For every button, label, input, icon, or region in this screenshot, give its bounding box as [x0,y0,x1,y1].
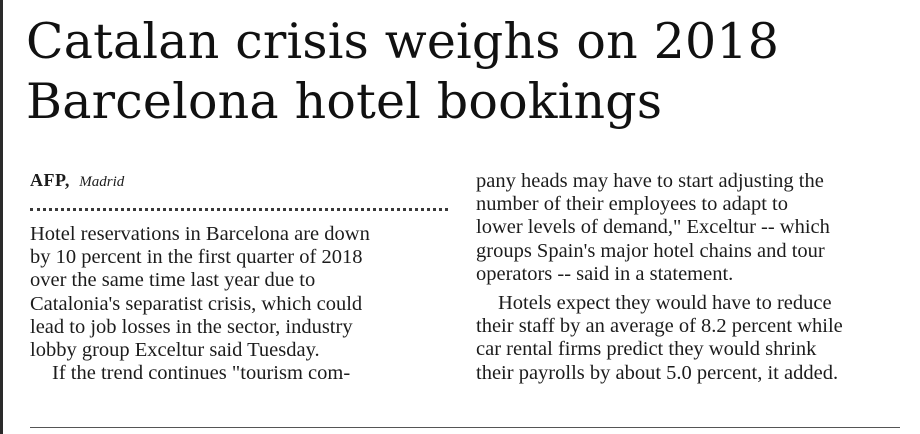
text-line: operators -- said in a statement. [476,262,734,285]
headline-line-2: Barcelona hotel bookings [26,73,663,130]
text-line: over the same time last year due to [30,269,316,292]
text-line: lead to job losses in the sector, industry [30,315,353,338]
text-line: by 10 percent in the first quarter of 2018 [30,246,363,269]
text-line: Hotel reservations in Barcelona are down [30,223,370,245]
text-line: Catalonia's separatist crisis, which could [30,292,363,315]
paragraph-2-continued [476,170,900,286]
byline-agency: AFP, [30,170,70,190]
dotted-divider [30,208,448,211]
article-column-left [30,168,450,385]
article-column-right [476,168,900,385]
text-line: their staff by an average of 8.2 percent while [476,315,843,338]
text-line: lobby group Exceltur said Tuesday. [30,339,320,362]
paragraph-2-start [30,362,450,385]
text-line: pany heads may have to start adjusting the [476,170,824,192]
paragraph-3 [476,292,900,385]
byline [30,168,450,194]
bottom-rule [30,427,900,428]
headline-line-1: Catalan crisis weighs on 2018 [26,13,780,70]
text-line: number of their employees to adapt to [476,193,788,216]
column-border-rule [0,0,3,434]
byline-place: Madrid [79,174,125,190]
text-line: If the trend continues "tourism com- [52,362,351,385]
text-line: groups Spain's major hotel chains and tour [476,239,825,262]
paragraph-1 [30,223,450,362]
text-line: car rental firms predict they would shrink [476,338,817,361]
text-line: lower levels of demand," Exceltur -- which [476,216,830,239]
text-line: their payrolls by about 5.0 percent, it added. [476,361,839,384]
article-headline [26,12,906,132]
text-line: Hotels expect they would have to reduce [498,292,832,315]
